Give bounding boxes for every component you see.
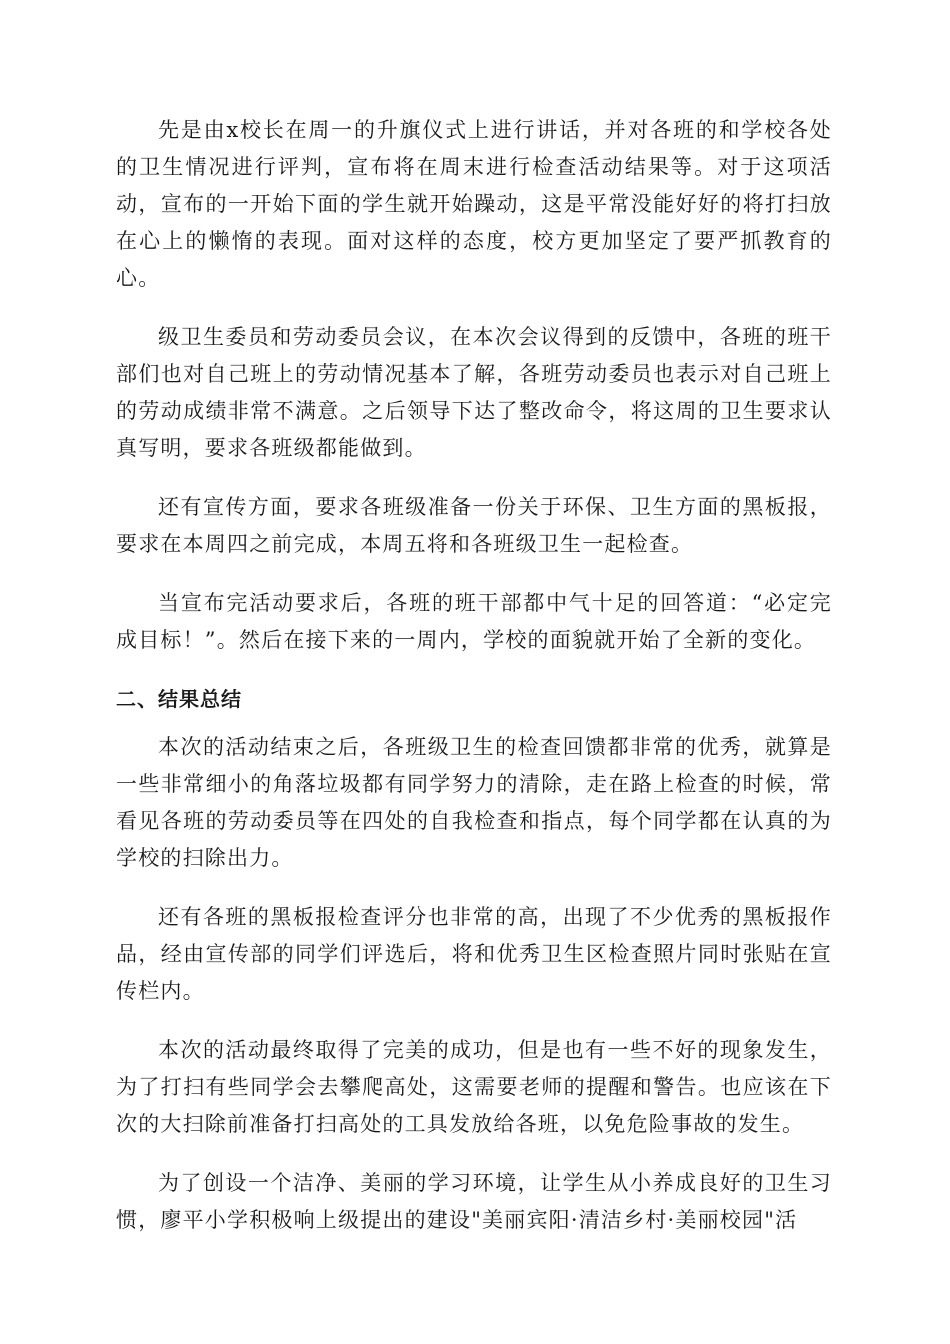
- paragraph: 本次的活动结束之后，各班级卫生的检查回馈都非常的优秀，就算是一些非常细小的角落垃圾都有同学努力的清除，走在路上检查的时候，常看见各班的劳动委员等在四处的自我检查和指点，每个同学都在认真的为学校的扫除出力。: [116, 735, 832, 870]
- paragraph: 为了创设一个洁净、美丽的学习环境，让学生从小养成良好的卫生习惯，廖平小学积极响上级提出的建设"美丽宾阳·清洁乡村·美丽校园"活: [116, 1171, 832, 1232]
- paragraph: 还有各班的黑板报检查评分也非常的高，出现了不少优秀的黑板报作品，经由宣传部的同学们评选后，将和优秀卫生区检查照片同时张贴在宣传栏内。: [116, 905, 832, 1003]
- paragraph: 当宣布完活动要求后，各班的班干部都中气十足的回答道：“必定完成目标！”。然后在接下来的一周内，学校的面貌就开始了全新的变化。: [116, 591, 832, 652]
- document-page: [116, 112, 832, 1261]
- paragraph: 先是由x校长在周一的升旗仪式上进行讲话，并对各班的和学校各处的卫生情况进行评判，宣布将在周末进行检查活动结果等。对于这项活动，宣布的一开始下面的学生就开始躁动，这是平常没能好好的将打扫放在心上的懒惰的表现。面对这样的态度，校方更加坚定了要严抓教育的心。: [116, 118, 832, 290]
- paragraph: 级卫生委员和劳动委员会议，在本次会议得到的反馈中，各班的班干部们也对自己班上的劳动情况基本了解，各班劳动委员也表示对自己班上的劳动成绩非常不满意。之后领导下达了整改命令，将这周的卫生要求认真写明，要求各班级都能做到。: [116, 325, 832, 460]
- section-heading: 二、结果总结: [116, 687, 242, 711]
- paragraph: 还有宣传方面，要求各班级准备一份关于环保、卫生方面的黑板报，要求在本周四之前完成，本周五将和各班级卫生一起检查。: [116, 495, 832, 556]
- paragraph: 本次的活动最终取得了完美的成功，但是也有一些不好的现象发生，为了打扫有些同学会去攀爬高处，这需要老师的提醒和警告。也应该在下次的大扫除前准备打扫高处的工具发放给各班，以免危险事故的发生。: [116, 1038, 832, 1136]
